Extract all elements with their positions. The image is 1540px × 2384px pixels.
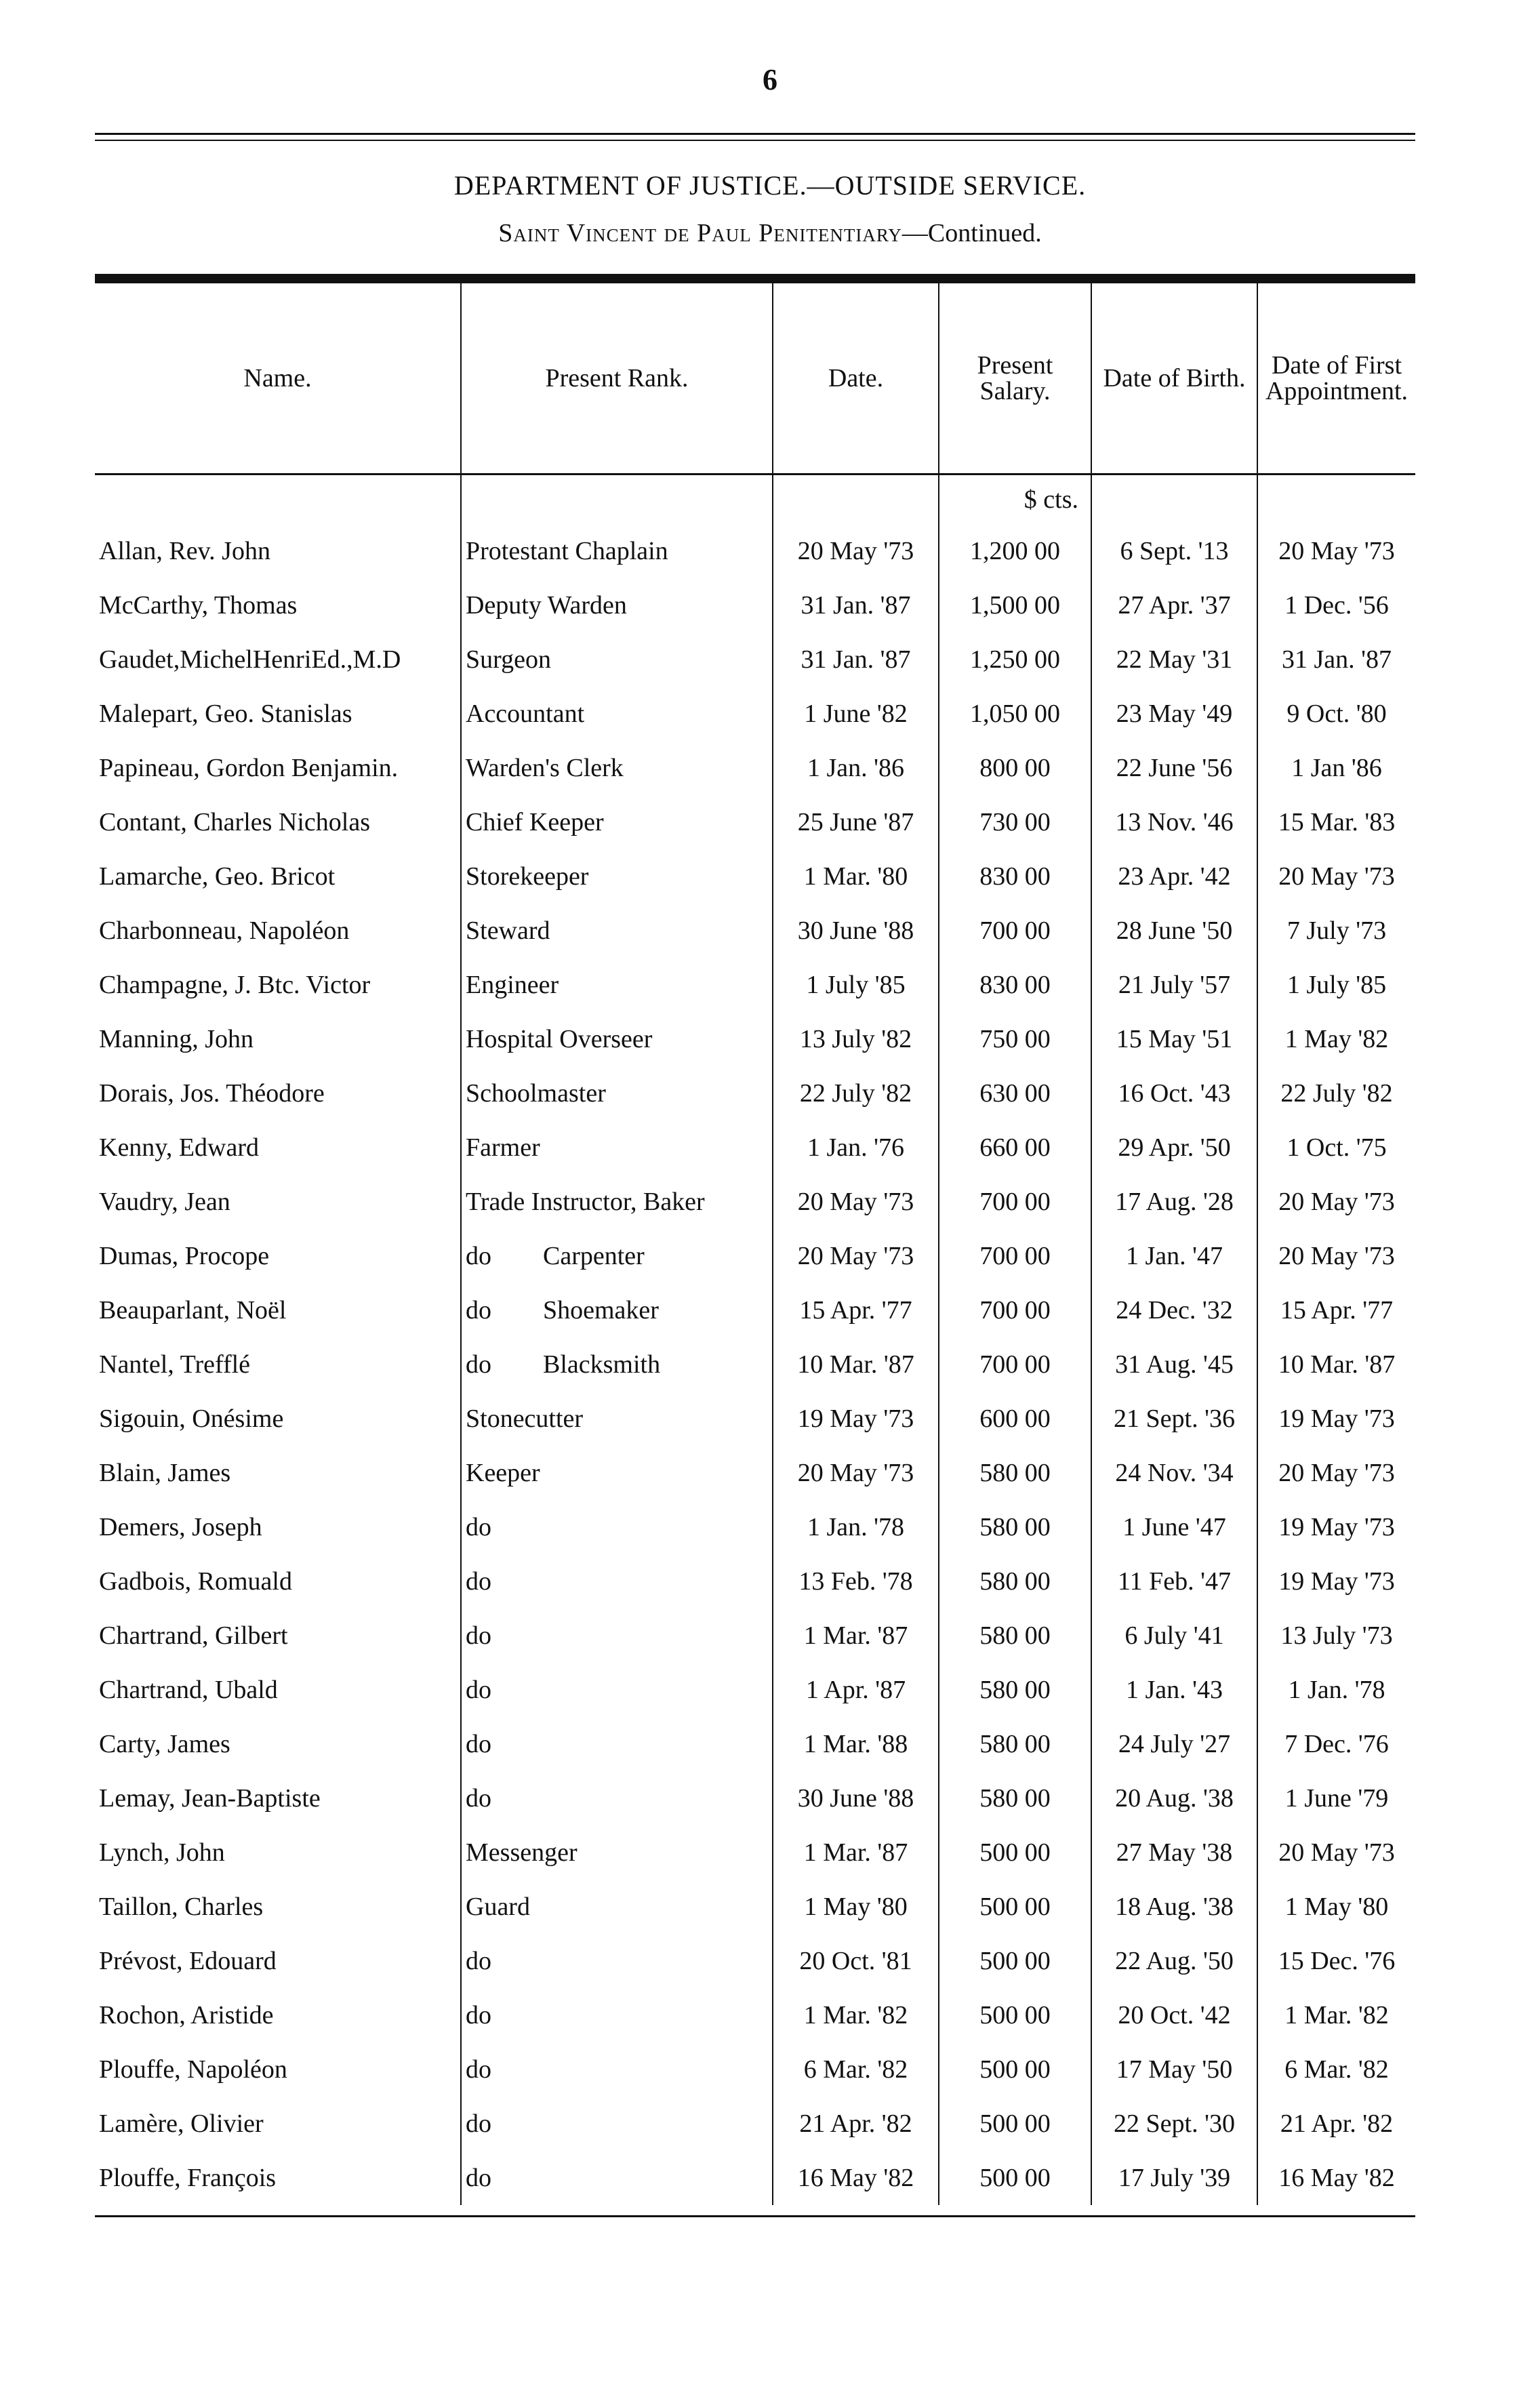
table-row [95,795,1415,849]
first-appointment-cell: 19 May '73 [1257,1554,1415,1609]
rank-cell: Guard [461,1880,773,1934]
name-cell: Lemay, Jean-Baptiste [99,1784,321,1813]
table-row [95,2097,1415,2151]
units-row [95,474,1415,525]
staff-table [95,283,1415,2205]
rank-cell: do [461,1771,773,1825]
name-cell: Plouffe, Napoléon [99,2055,287,2084]
date-cell: 1 Apr. '87 [773,1663,939,1717]
birth-date-cell: 1 Jan. '43 [1091,1663,1257,1717]
first-appointment-cell: 1 Mar. '82 [1257,1988,1415,2042]
name-cell: Prévost, Edouard [99,1947,277,1975]
date-cell: 30 June '88 [773,1771,939,1825]
salary-cell: 500 00 [939,1988,1091,2042]
first-appointment-cell: 15 Apr. '77 [1257,1283,1415,1337]
date-cell: 1 Jan. '86 [773,741,939,795]
salary-cell: 500 00 [939,2151,1091,2205]
col-header-first-appointment: Date of First Appointment. [1257,283,1415,474]
first-appointment-cell: 20 May '73 [1257,1229,1415,1283]
table-row [95,1446,1415,1500]
birth-date-cell: 22 Sept. '30 [1091,2097,1257,2151]
first-appointment-cell: 31 Jan. '87 [1257,632,1415,687]
name-cell: Sigouin, Onésime [99,1405,284,1433]
name-cell: Champagne, J. Btc. Victor [99,971,371,999]
name-cell: McCarthy, Thomas [99,591,298,620]
date-cell: 20 May '73 [773,524,939,578]
birth-date-cell: 17 Aug. '28 [1091,1175,1257,1229]
salary-cell: 700 00 [939,904,1091,958]
date-cell: 15 Apr. '77 [773,1283,939,1337]
rank-cell: do [461,1663,773,1717]
name-cell: Lamarche, Geo. Bricot [99,862,336,891]
first-appointment-cell: 9 Oct. '80 [1257,687,1415,741]
table-row [95,1880,1415,1934]
rank-cell: Protestant Chaplain [461,524,773,578]
rank-cell: do [461,1717,773,1771]
birth-date-cell: 15 May '51 [1091,1012,1257,1066]
table-row [95,1554,1415,1609]
date-cell: 1 Jan. '76 [773,1120,939,1175]
birth-date-cell: 24 Dec. '32 [1091,1283,1257,1337]
salary-cell: 600 00 [939,1392,1091,1446]
salary-cell: 660 00 [939,1120,1091,1175]
name-cell: Vaudry, Jean [99,1188,230,1216]
table-row [95,1663,1415,1717]
birth-date-cell: 20 Aug. '38 [1091,1771,1257,1825]
rank-cell: do [461,2151,773,2205]
salary-cell: 700 00 [939,1175,1091,1229]
table-row [95,578,1415,632]
salary-cell: 500 00 [939,1825,1091,1880]
salary-cell: 580 00 [939,1663,1091,1717]
date-cell: 1 June '82 [773,687,939,741]
birth-date-cell: 16 Oct. '43 [1091,1066,1257,1120]
table-row [95,1175,1415,1229]
birth-date-cell: 17 July '39 [1091,2151,1257,2205]
rank-cell: Chief Keeper [461,795,773,849]
rank-cell: Warden's Clerk [461,741,773,795]
salary-cell: 580 00 [939,1717,1091,1771]
first-appointment-cell: 20 May '73 [1257,1446,1415,1500]
birth-date-cell: 24 Nov. '34 [1091,1446,1257,1500]
salary-cell: 580 00 [939,1771,1091,1825]
birth-date-cell: 29 Apr. '50 [1091,1120,1257,1175]
birth-date-cell: 13 Nov. '46 [1091,795,1257,849]
date-cell: 19 May '73 [773,1392,939,1446]
table-row [95,1283,1415,1337]
header-row [95,283,1415,474]
rank-cell: Storekeeper [461,849,773,904]
salary-cell: 500 00 [939,2097,1091,2151]
salary-cell: 830 00 [939,958,1091,1012]
rank-cell: do Blacksmith [461,1337,773,1392]
date-cell: 20 May '73 [773,1229,939,1283]
table-row [95,1934,1415,1988]
thick-rule [95,274,1415,283]
department-heading: DEPARTMENT OF JUSTICE.—OUTSIDE SERVICE. [453,170,1087,201]
first-appointment-cell: 7 July '73 [1257,904,1415,958]
name-cell: Nantel, Trefflé [99,1350,251,1379]
date-cell: 31 Jan. '87 [773,578,939,632]
name-cell: Chartrand, Gilbert [99,1621,288,1650]
name-cell: Kenny, Edward [99,1133,260,1162]
birth-date-cell: 24 July '27 [1091,1717,1257,1771]
birth-date-cell: 31 Aug. '45 [1091,1337,1257,1392]
birth-date-cell: 22 Aug. '50 [1091,1934,1257,1988]
salary-units [939,474,1091,525]
name-cell: Contant, Charles Nicholas [99,808,370,836]
first-appointment-cell: 1 June '79 [1257,1771,1415,1825]
table-row [95,2042,1415,2097]
rank-cell: do Carpenter [461,1229,773,1283]
first-appointment-cell: 20 May '73 [1257,524,1415,578]
table-row [95,741,1415,795]
rank-cell: Engineer [461,958,773,1012]
salary-cell: 750 00 [939,1012,1091,1066]
salary-cell: 500 00 [939,2042,1091,2097]
table-row [95,849,1415,904]
salary-cell: 1,500 00 [939,578,1091,632]
first-appointment-cell: 15 Dec. '76 [1257,1934,1415,1988]
name-cell: Charbonneau, Napoléon [99,916,350,945]
first-appointment-cell: 21 Apr. '82 [1257,2097,1415,2151]
rank-cell: Schoolmaster [461,1066,773,1120]
table-row [95,1988,1415,2042]
first-appointment-cell: 20 May '73 [1257,1825,1415,1880]
first-appointment-cell: 1 Jan '86 [1257,741,1415,795]
first-appointment-cell: 1 Dec. '56 [1257,578,1415,632]
date-cell: 16 May '82 [773,2151,939,2205]
salary-cell: 580 00 [939,1609,1091,1663]
date-cell: 31 Jan. '87 [773,632,939,687]
date-cell: 1 May '80 [773,1880,939,1934]
col-header-date: Date. [773,283,939,474]
date-cell: 20 May '73 [773,1175,939,1229]
name-cell: Papineau, Gordon Benjamin. [99,754,399,782]
first-appointment-cell: 6 Mar. '82 [1257,2042,1415,2097]
rank-cell: Deputy Warden [461,578,773,632]
units-cell-empty [773,474,939,525]
rank-cell: do [461,2097,773,2151]
first-appointment-cell: 13 July '73 [1257,1609,1415,1663]
date-cell: 25 June '87 [773,795,939,849]
name-cell: Chartrand, Ubald [99,1676,278,1704]
table-row [95,1012,1415,1066]
date-cell: 1 Mar. '88 [773,1717,939,1771]
table-row [95,1120,1415,1175]
table-row [95,904,1415,958]
salary-cell: 580 00 [939,1554,1091,1609]
salary-cell: 630 00 [939,1066,1091,1120]
table-row [95,958,1415,1012]
date-cell: 30 June '88 [773,904,939,958]
birth-date-cell: 23 May '49 [1091,687,1257,741]
col-header-rank: Present Rank. [461,283,773,474]
institution-subheading [0,218,1540,248]
date-cell: 1 Mar. '87 [773,1825,939,1880]
birth-date-cell: 21 Sept. '36 [1091,1392,1257,1446]
rank-cell: do [461,1609,773,1663]
table-row [95,1609,1415,1663]
name-cell: Gadbois, Romuald [99,1567,292,1596]
staff-ledger [95,283,1415,2205]
first-appointment-cell: 20 May '73 [1257,849,1415,904]
salary-units-label: $ cts. [1024,485,1078,514]
table-row [95,524,1415,578]
rank-cell: Farmer [461,1120,773,1175]
name-cell: Allan, Rev. John [99,537,270,565]
col-header-salary: Present Salary. [939,283,1091,474]
name-cell: Taillon, Charles [99,1893,264,1921]
units-cell-empty [1257,474,1415,525]
date-cell: 13 Feb. '78 [773,1554,939,1609]
bottom-rule [95,2215,1415,2217]
first-appointment-cell: 19 May '73 [1257,1500,1415,1554]
rank-cell: do [461,1554,773,1609]
rank-cell: do Shoemaker [461,1283,773,1337]
date-cell: 1 Mar. '87 [773,1609,939,1663]
birth-date-cell: 28 June '50 [1091,904,1257,958]
salary-cell: 830 00 [939,849,1091,904]
table-row [95,1229,1415,1283]
date-cell: 6 Mar. '82 [773,2042,939,2097]
date-cell: 21 Apr. '82 [773,2097,939,2151]
name-cell: Gaudet,MichelHenriEd.,M.D [99,645,401,674]
units-cell-empty [95,474,461,525]
birth-date-cell: 23 Apr. '42 [1091,849,1257,904]
birth-date-cell: 18 Aug. '38 [1091,1880,1257,1934]
birth-date-cell: 20 Oct. '42 [1091,1988,1257,2042]
rank-cell: Trade Instructor, Baker [461,1175,773,1229]
name-cell: Carty, James [99,1730,230,1758]
birth-date-cell: 6 July '41 [1091,1609,1257,1663]
date-cell: 20 May '73 [773,1446,939,1500]
date-cell: 20 Oct. '81 [773,1934,939,1988]
birth-date-cell: 11 Feb. '47 [1091,1554,1257,1609]
salary-cell: 800 00 [939,741,1091,795]
col-header-name: Name. [95,283,461,474]
institution-name: Saint Vincent de Paul Penitentiary [498,219,902,247]
first-appointment-cell: 1 Jan. '78 [1257,1663,1415,1717]
salary-cell: 700 00 [939,1229,1091,1283]
ledger-body [95,474,1415,2206]
salary-cell: 700 00 [939,1283,1091,1337]
birth-date-cell: 27 Apr. '37 [1091,578,1257,632]
rank-cell: Hospital Overseer [461,1012,773,1066]
name-cell: Lamère, Olivier [99,2109,264,2138]
rank-cell: Steward [461,904,773,958]
name-cell: Dumas, Procope [99,1242,270,1270]
name-cell: Demers, Joseph [99,1513,262,1541]
first-appointment-cell: 7 Dec. '76 [1257,1717,1415,1771]
rank-cell: Accountant [461,687,773,741]
name-cell: Blain, James [99,1459,231,1487]
first-appointment-cell: 1 May '82 [1257,1012,1415,1066]
rank-cell: Messenger [461,1825,773,1880]
rank-cell: Surgeon [461,632,773,687]
first-appointment-cell: 1 Oct. '75 [1257,1120,1415,1175]
rank-cell: do [461,1500,773,1554]
rank-cell: Stonecutter [461,1392,773,1446]
table-row [95,1825,1415,1880]
first-appointment-cell: 1 July '85 [1257,958,1415,1012]
top-rule [95,133,1415,135]
birth-date-cell: 17 May '50 [1091,2042,1257,2097]
salary-cell: 500 00 [939,1934,1091,1988]
first-appointment-cell: 19 May '73 [1257,1392,1415,1446]
salary-cell: 580 00 [939,1446,1091,1500]
date-cell: 1 Jan. '78 [773,1500,939,1554]
table-row [95,1500,1415,1554]
name-cell: Malepart, Geo. Stanislas [99,700,352,728]
date-cell: 13 July '82 [773,1012,939,1066]
date-cell: 22 July '82 [773,1066,939,1120]
rank-cell: do [461,1988,773,2042]
salary-cell: 730 00 [939,795,1091,849]
top-rule-thin [95,140,1415,141]
table-row [95,1771,1415,1825]
birth-date-cell: 22 May '31 [1091,632,1257,687]
table-row [95,1717,1415,1771]
salary-cell: 1,050 00 [939,687,1091,741]
table-row [95,687,1415,741]
first-appointment-cell: 10 Mar. '87 [1257,1337,1415,1392]
units-cell-empty [1091,474,1257,525]
page-number: 6 [763,63,777,96]
date-cell: 10 Mar. '87 [773,1337,939,1392]
salary-cell: 700 00 [939,1337,1091,1392]
date-cell: 1 Mar. '80 [773,849,939,904]
date-cell: 1 July '85 [773,958,939,1012]
birth-date-cell: 1 Jan. '47 [1091,1229,1257,1283]
first-appointment-cell: 20 May '73 [1257,1175,1415,1229]
rank-cell: do [461,2042,773,2097]
birth-date-cell: 21 July '57 [1091,958,1257,1012]
col-header-birth: Date of Birth. [1091,283,1257,474]
birth-date-cell: 6 Sept. '13 [1091,524,1257,578]
rank-cell: Keeper [461,1446,773,1500]
birth-date-cell: 27 May '38 [1091,1825,1257,1880]
name-cell: Rochon, Aristide [99,2001,274,2029]
name-cell: Dorais, Jos. Théodore [99,1079,325,1108]
salary-cell: 500 00 [939,1880,1091,1934]
birth-date-cell: 1 June '47 [1091,1500,1257,1554]
birth-date-cell: 22 June '56 [1091,741,1257,795]
first-appointment-cell: 16 May '82 [1257,2151,1415,2205]
date-cell: 1 Mar. '82 [773,1988,939,2042]
name-cell: Lynch, John [99,1838,225,1867]
table-row [95,1066,1415,1120]
first-appointment-cell: 1 May '80 [1257,1880,1415,1934]
salary-cell: 1,250 00 [939,632,1091,687]
table-row [95,1392,1415,1446]
rank-cell: do [461,1934,773,1988]
first-appointment-cell: 22 July '82 [1257,1066,1415,1120]
salary-cell: 1,200 00 [939,524,1091,578]
units-cell-empty [461,474,773,525]
table-row [95,632,1415,687]
table-row [95,1337,1415,1392]
salary-cell: 580 00 [939,1500,1091,1554]
name-cell: Plouffe, François [99,2164,277,2192]
name-cell: Manning, John [99,1025,254,1053]
continued-suffix: —Continued. [901,219,1042,247]
name-cell: Beauparlant, Noël [99,1296,287,1325]
first-appointment-cell: 15 Mar. '83 [1257,795,1415,849]
table-row [95,2151,1415,2205]
